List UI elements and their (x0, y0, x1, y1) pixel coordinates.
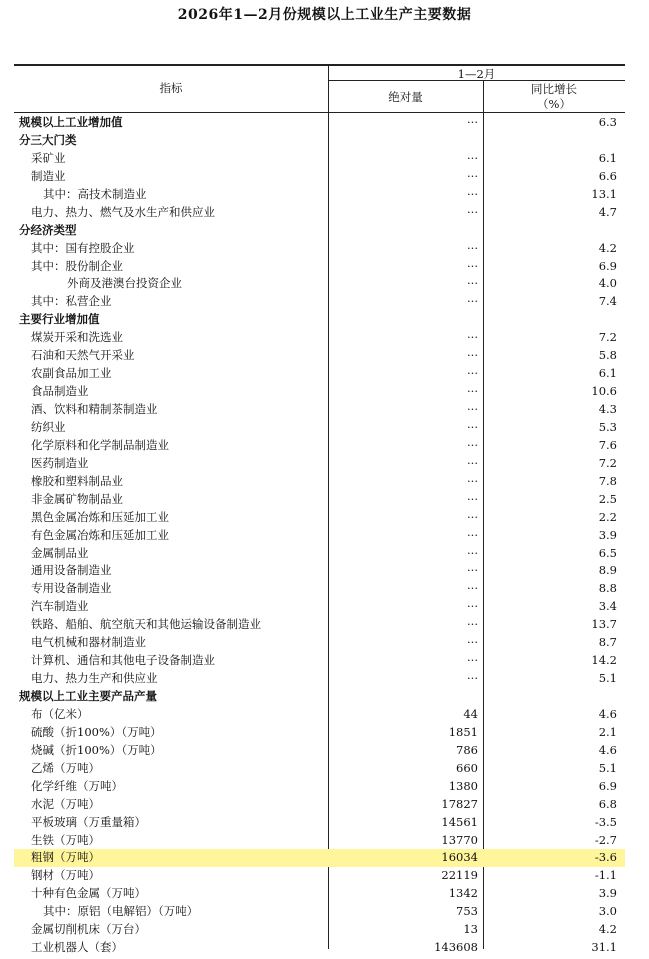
absolute-value: ··· (467, 330, 478, 345)
table-row (14, 849, 625, 867)
document-title: 2026年1—2月份规模以上工业生产主要数据 (177, 7, 472, 23)
data-table-body (14, 114, 625, 957)
yoy-value: 4.2 (598, 922, 617, 937)
table-row (14, 706, 625, 724)
table-row (14, 939, 625, 957)
yoy-value: 4.7 (598, 204, 617, 219)
table-row (14, 132, 625, 150)
row-label: 电力、热力生产和供应业 (31, 671, 158, 686)
absolute-value: ··· (467, 204, 478, 219)
absolute-value: 14561 (441, 814, 478, 829)
yoy-value: 6.9 (598, 258, 617, 273)
absolute-value: ··· (467, 437, 478, 452)
absolute-value: ··· (467, 527, 478, 542)
table-row (14, 491, 625, 509)
absolute-value: 13770 (441, 832, 478, 847)
yoy-value: 4.6 (598, 742, 617, 757)
table-row (14, 293, 625, 311)
table-row (14, 329, 625, 347)
table-row (14, 598, 625, 616)
absolute-value: 786 (456, 742, 478, 757)
absolute-value: 143608 (434, 940, 478, 955)
yoy-value: 2.1 (598, 724, 617, 739)
row-label: 黑色金属冶炼和压延加工业 (31, 509, 169, 524)
absolute-value: ··· (467, 581, 478, 596)
absolute-value: ··· (467, 366, 478, 381)
table-row (14, 186, 625, 204)
row-label: 农副食品加工业 (31, 366, 112, 381)
absolute-value: ··· (467, 168, 478, 183)
row-label: 分经济类型 (19, 222, 77, 237)
absolute-value: ··· (467, 186, 478, 201)
table-row (14, 688, 625, 706)
table-row (14, 724, 625, 742)
absolute-value: ··· (467, 419, 478, 434)
row-label: 分三大门类 (19, 132, 77, 147)
absolute-value: 1851 (448, 724, 478, 739)
yoy-value: 3.9 (598, 527, 617, 542)
row-label: 水泥（万吨） (31, 796, 100, 811)
yoy-value: -3.5 (594, 814, 617, 829)
table-row (14, 401, 625, 419)
row-label: 金属切削机床（万台） (31, 922, 146, 937)
table-row (14, 832, 625, 850)
row-label: 电力、热力、燃气及水生产和供应业 (31, 204, 215, 219)
yoy-value: 2.5 (598, 491, 617, 506)
yoy-value: 14.2 (591, 653, 617, 668)
absolute-value: ··· (467, 258, 478, 273)
yoy-value: 7.6 (598, 437, 617, 452)
yoy-value: 7.2 (598, 455, 617, 470)
table-row (14, 796, 625, 814)
absolute-value: 1342 (448, 886, 478, 901)
yoy-value: 31.1 (591, 940, 617, 955)
row-label: 其中：高技术制造业 (43, 186, 147, 201)
yoy-value: 3.9 (598, 886, 617, 901)
yoy-value: 5.1 (598, 760, 617, 775)
table-row (14, 365, 625, 383)
table-row (14, 616, 625, 634)
yoy-value: 4.2 (598, 240, 617, 255)
yoy-value: 4.6 (598, 706, 617, 721)
row-label: 纺织业 (31, 419, 66, 434)
row-label: 其中：私营企业 (31, 294, 112, 309)
row-label: 石油和天然气开采业 (31, 348, 135, 363)
row-label: 工业机器人（套） (31, 940, 123, 955)
yoy-value: 6.8 (598, 796, 617, 811)
absolute-value: ··· (467, 509, 478, 524)
absolute-header: 绝对量 (388, 90, 423, 104)
table-row (14, 814, 625, 832)
table-row (14, 527, 625, 545)
yoy-value: 6.1 (598, 150, 617, 165)
absolute-value: ··· (467, 563, 478, 578)
row-label: 生铁（万吨） (31, 832, 100, 847)
yoy-value: 6.3 (598, 115, 617, 129)
yoy-value: 5.3 (598, 419, 617, 434)
yoy-value: -3.6 (594, 850, 617, 865)
table-row (14, 347, 625, 365)
indicator-header: 指标 (159, 81, 183, 95)
row-label: 规模以上工业增加值 (19, 115, 123, 129)
yoy-value: 7.4 (598, 294, 617, 309)
row-label: 计算机、通信和其他电子设备制造业 (31, 653, 215, 668)
table-row (14, 311, 625, 329)
absolute-value: ··· (467, 545, 478, 560)
absolute-value: ··· (467, 115, 478, 129)
table-row (14, 437, 625, 455)
yoy-value: 3.0 (598, 904, 617, 919)
yoy-value: 6.9 (598, 778, 617, 793)
row-label: 橡胶和塑料制品业 (31, 473, 123, 488)
table-row (14, 545, 625, 563)
row-label: 食品制造业 (31, 384, 89, 399)
absolute-value: ··· (467, 276, 478, 291)
row-label: 医药制造业 (31, 455, 89, 470)
row-label: 粗钢（万吨） (31, 850, 100, 865)
yoy-value: 2.2 (598, 509, 617, 524)
table-row (14, 455, 625, 473)
row-label: 化学纤维（万吨） (31, 778, 123, 793)
table-row (14, 670, 625, 688)
absolute-value: 17827 (441, 796, 478, 811)
absolute-value: ··· (467, 599, 478, 614)
row-label: 汽车制造业 (31, 599, 89, 614)
yoy-value: -1.1 (594, 868, 617, 883)
absolute-value: ··· (467, 402, 478, 416)
absolute-value: ··· (467, 455, 478, 470)
row-label: 烧碱（折100%）（万吨） (31, 742, 162, 757)
header-bottom-rule (14, 112, 625, 113)
absolute-value: ··· (467, 653, 478, 668)
yoy-value: 8.8 (598, 581, 617, 596)
table-row (14, 580, 625, 598)
row-label: 制造业 (31, 168, 66, 183)
absolute-value: 44 (463, 706, 478, 721)
absolute-value: ··· (467, 348, 478, 363)
yoy-value: 8.9 (598, 563, 617, 578)
yoy-value: 4.0 (598, 276, 617, 291)
row-label: 非金属矿物制品业 (31, 491, 123, 506)
absolute-value: ··· (467, 294, 478, 309)
yoy-value: 4.3 (598, 402, 617, 416)
absolute-value: ··· (467, 473, 478, 488)
absolute-value: 22119 (441, 868, 478, 883)
table-row (14, 168, 625, 186)
row-label: 通用设备制造业 (31, 563, 112, 578)
table-row (14, 419, 625, 437)
table-row (14, 652, 625, 670)
row-label: 布（亿米） (31, 706, 89, 721)
absolute-value: ··· (467, 384, 478, 399)
table-row (14, 150, 625, 168)
yoy-unit-header: （%） (537, 97, 571, 111)
yoy-value: 13.7 (591, 617, 617, 632)
row-label: 金属制品业 (31, 545, 89, 560)
yoy-value: 7.2 (598, 330, 617, 345)
yoy-value: 6.6 (598, 168, 617, 183)
row-label: 化学原料和化学制品制造业 (31, 437, 169, 452)
table-row (14, 562, 625, 580)
yoy-value: 10.6 (591, 384, 617, 399)
yoy-value: 5.1 (598, 671, 617, 686)
absolute-value: ··· (467, 491, 478, 506)
yoy-value: 13.1 (591, 186, 617, 201)
yoy-value: 6.5 (598, 545, 617, 560)
row-label: 铁路、船舶、航空航天和其他运输设备制造业 (31, 617, 261, 632)
period-header: 1—2月 (457, 67, 496, 81)
absolute-value: ··· (467, 240, 478, 255)
table-row (14, 921, 625, 939)
table-row (14, 867, 625, 885)
table-row (14, 222, 625, 240)
row-label: 十种有色金属（万吨） (31, 886, 146, 901)
row-label: 采矿业 (31, 150, 66, 165)
row-label: 煤炭开采和洗选业 (31, 330, 123, 345)
table-row (14, 778, 625, 796)
table-row (14, 275, 625, 293)
absolute-value: ··· (467, 635, 478, 650)
table-row (14, 509, 625, 527)
row-label: 其中：原铝（电解铝）（万吨） (43, 904, 199, 919)
row-label: 平板玻璃（万重量箱） (31, 814, 146, 829)
yoy-value: 7.8 (598, 473, 617, 488)
absolute-value: 13 (463, 922, 478, 937)
absolute-value: 16034 (441, 850, 478, 865)
yoy-value: -2.7 (594, 832, 617, 847)
row-label: 其中：股份制企业 (31, 258, 123, 273)
absolute-value: 1380 (448, 778, 478, 793)
table-row (14, 760, 625, 778)
absolute-value: ··· (467, 150, 478, 165)
yoy-value: 3.4 (598, 599, 617, 614)
yoy-value: 8.7 (598, 635, 617, 650)
table-row (14, 114, 625, 132)
row-label: 有色金属冶炼和压延加工业 (31, 527, 169, 542)
row-label: 酒、饮料和精制茶制造业 (31, 402, 158, 416)
row-label: 规模以上工业主要产品产量 (19, 689, 157, 703)
table-row (14, 903, 625, 921)
table-row (14, 473, 625, 491)
row-label: 电气机械和器材制造业 (31, 635, 146, 650)
row-label: 硫酸（折100%）（万吨） (31, 724, 162, 739)
table-row (14, 885, 625, 903)
table-row (14, 240, 625, 258)
yoy-value: 6.1 (598, 366, 617, 381)
absolute-value: ··· (467, 671, 478, 686)
yoy-value: 5.8 (598, 348, 617, 363)
row-label: 乙烯（万吨） (31, 760, 100, 775)
row-label: 外商及港澳台投资企业 (67, 276, 182, 291)
row-label: 专用设备制造业 (31, 581, 112, 596)
absolute-value: 660 (456, 760, 478, 775)
row-label: 其中：国有控股企业 (31, 240, 135, 255)
table-row (14, 742, 625, 760)
row-label: 主要行业增加值 (19, 312, 100, 327)
table-row (14, 634, 625, 652)
table-row (14, 258, 625, 276)
table-row (14, 204, 625, 222)
yoy-header: 同比增长 (531, 82, 577, 96)
row-label: 钢材（万吨） (31, 868, 100, 883)
absolute-value: 753 (456, 904, 478, 919)
absolute-value: ··· (467, 617, 478, 632)
table-row (14, 383, 625, 401)
